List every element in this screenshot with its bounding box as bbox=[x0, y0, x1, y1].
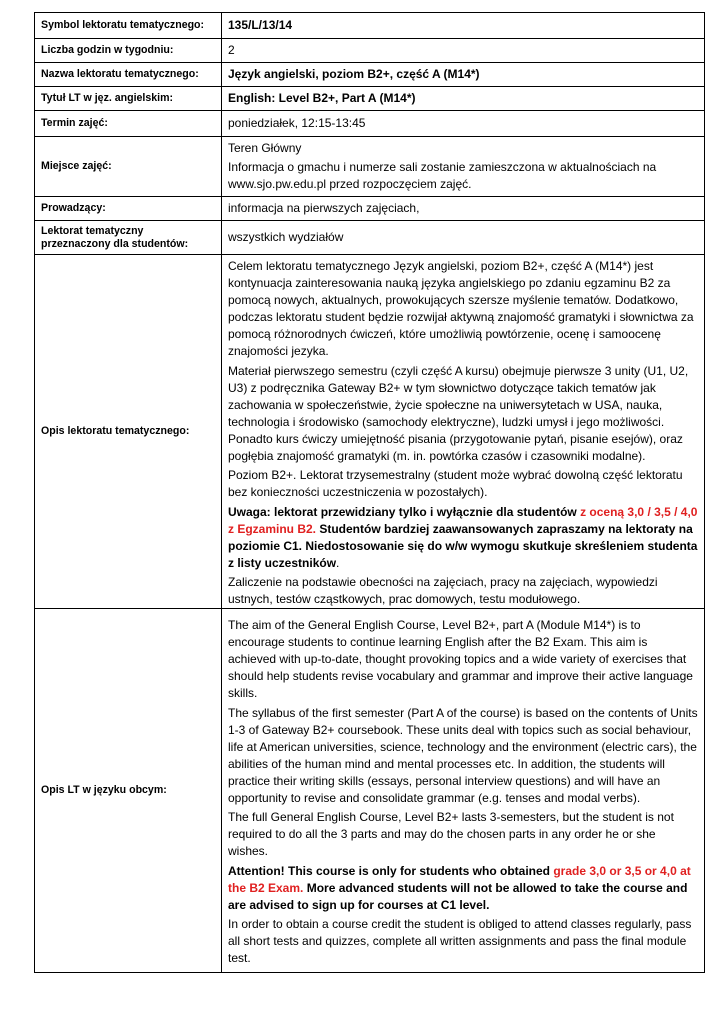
place-value-campus: Teren Główny bbox=[228, 140, 302, 155]
title-en-value: English: Level B2+, Part A (M14*) bbox=[222, 87, 705, 111]
desc-en-p3: The full General English Course, Level B2+ lasts 3-semesters, but the student is not required to do all the 3 parts and may do the chosen parts in any order he or she wishes. bbox=[228, 810, 674, 858]
desc-en-warning-grade: grade 3,0 or 3,5 or 4,0 at the B2 Exam. bbox=[228, 863, 691, 895]
desc-pl-p5: Zaliczenie na podstawie obecności na zajęciach, pracy na zajęciach, wypowiedzi ustnych, testów cząstkowych, prac domowych, testu modułowego. bbox=[228, 575, 658, 606]
desc-pl-warning-end: . bbox=[336, 555, 340, 570]
row-symbol bbox=[35, 13, 705, 39]
desc-pl-label: Opis lektoratu tematycznego: bbox=[35, 255, 222, 609]
name-label: Nazwa lektoratu tematycznego: bbox=[35, 63, 222, 87]
desc-pl-value bbox=[222, 255, 705, 609]
row-desc-en bbox=[35, 609, 705, 973]
desc-pl-p2: Materiał pierwszego semestru (czyli część A kursu) obejmuje pierwsze 3 unity (U1, U2, U3) z podręcznika Gateway B2+ w tym słownictwo dotyczące takich tematów jak zachowania w społeczeństwie, życie społeczne na uniwersytetach w USA, nauka, technologia i środowisko (samochody elektryczne), ludzki umysł i jego możliwości. Ponadto kurs ćwiczy umiejętność pisania (przygotowanie pytań, pisanie esejów), oraz pogłębia znajomość gramatyki (m. in. powtórka czasów i czasowniki modalne). bbox=[228, 363, 689, 463]
audience-value: wszystkich wydziałów bbox=[222, 221, 705, 255]
desc-en-warning-b: More advanced students will not be allowed to take the course and are advised to sign up for courses at C1 level. bbox=[228, 880, 688, 912]
row-teacher bbox=[35, 197, 705, 221]
row-audience bbox=[35, 221, 705, 255]
course-info-table bbox=[34, 12, 705, 973]
hours-value: 2 bbox=[222, 39, 705, 63]
desc-en-p4 bbox=[228, 863, 698, 914]
teacher-label: Prowadzący: bbox=[35, 197, 222, 221]
hours-label: Liczba godzin w tygodniu: bbox=[35, 39, 222, 63]
desc-en-value bbox=[222, 609, 705, 973]
desc-en-warning-a: Attention! This course is only for students who obtained bbox=[228, 863, 554, 878]
desc-en-p5: In order to obtain a course credit the student is obliged to attend classes regularly, pass all short tests and quizzes, complete all written assignments and pass the final module test. bbox=[228, 917, 692, 965]
row-title-en bbox=[35, 87, 705, 111]
row-term bbox=[35, 111, 705, 137]
row-place bbox=[35, 137, 705, 197]
desc-pl-warning-a: Uwaga: lektorat przewidziany tylko i wyłącznie dla studentów bbox=[228, 504, 581, 519]
row-hours bbox=[35, 39, 705, 63]
desc-pl-warning-grade: z oceną 3,0 / 3,5 / 4,0 z Egzaminu B2. bbox=[228, 504, 698, 536]
teacher-value: informacja na pierwszych zajęciach, bbox=[222, 197, 705, 221]
place-value bbox=[222, 137, 705, 197]
row-desc-pl bbox=[35, 255, 705, 609]
symbol-label: Symbol lektoratu tematycznego: bbox=[35, 13, 222, 39]
audience-label: Lektorat tematyczny przeznaczony dla studentów: bbox=[35, 221, 222, 255]
desc-pl-p1: Celem lektoratu tematycznego Język angielski, poziom B2+, część A (M14*) jest kontynuacja zainteresowania nauką języka angielskiego po zdaniu egzaminu B2 za pomocą nowych, aktualnych, prowokujących szersze myślenie tematów. Dodatkowo, podczas lektoratu student będzie rozwijał aktywną znajomość gramatyki i słownictwa za pomocą różnorodnych ćwiczeń, które umożliwią powtórzenie, ocenę i samoocenę znajomości jezyka. bbox=[228, 259, 694, 358]
symbol-value: 135/L/13/14 bbox=[222, 13, 705, 39]
desc-pl-warning-b: Studentów bardziej zaawansowanych zapraszamy na lektoraty na poziomie C1. Niedostosowanie się do w/w wymogu skutkuje skreśleniem studenta z listy uczestników bbox=[228, 521, 698, 570]
desc-en-p2: The syllabus of the first semester (Part A of the course) is based on the contents of Units 1-3 of Gateway B2+ coursebook. These units deal with topics such as social behaviour, life at American universities, science, technology and the environment (electric cars), the abilities of the human mind and mental processes etc. In addition, the students will practice their writing skills (essays, personal interview questions) and will have an opportunity to revise and consolidate grammar (e.g. tenses and modal verbs). bbox=[228, 705, 698, 805]
desc-en-p1: The aim of the General English Course, Level B2+, part A (Module M14*) is to encourage students to continue learning English after the B2 Exam. This aim is achieved with up-to-date, thought provoking topics and a wide variety of exercises that should help students revise vocabulary and grammar and improve their active language skills. bbox=[228, 618, 693, 700]
desc-pl-p3: Poziom B2+. Lektorat trzysemestralny (student może wybrać dowolną część lektoratu bez konieczności uczestniczenia w pozostałych). bbox=[228, 468, 683, 499]
desc-en-label: Opis LT w języku obcym: bbox=[35, 609, 222, 973]
name-value: Język angielski, poziom B2+, część A (M14*) bbox=[222, 63, 705, 87]
desc-pl-p4 bbox=[228, 504, 698, 572]
place-value-info: Informacja o gmachu i numerze sali zostanie zamieszczona w aktualnościach na www.sjo.pw.edu.pl przed rozpoczęciem zajęć. bbox=[228, 160, 657, 192]
title-en-label: Tytuł LT w jęz. angielskim: bbox=[35, 87, 222, 111]
row-name bbox=[35, 63, 705, 87]
place-label: Miejsce zajęć: bbox=[35, 137, 222, 197]
term-label: Termin zajęć: bbox=[35, 111, 222, 137]
term-value: poniedziałek, 12:15-13:45 bbox=[222, 111, 705, 137]
